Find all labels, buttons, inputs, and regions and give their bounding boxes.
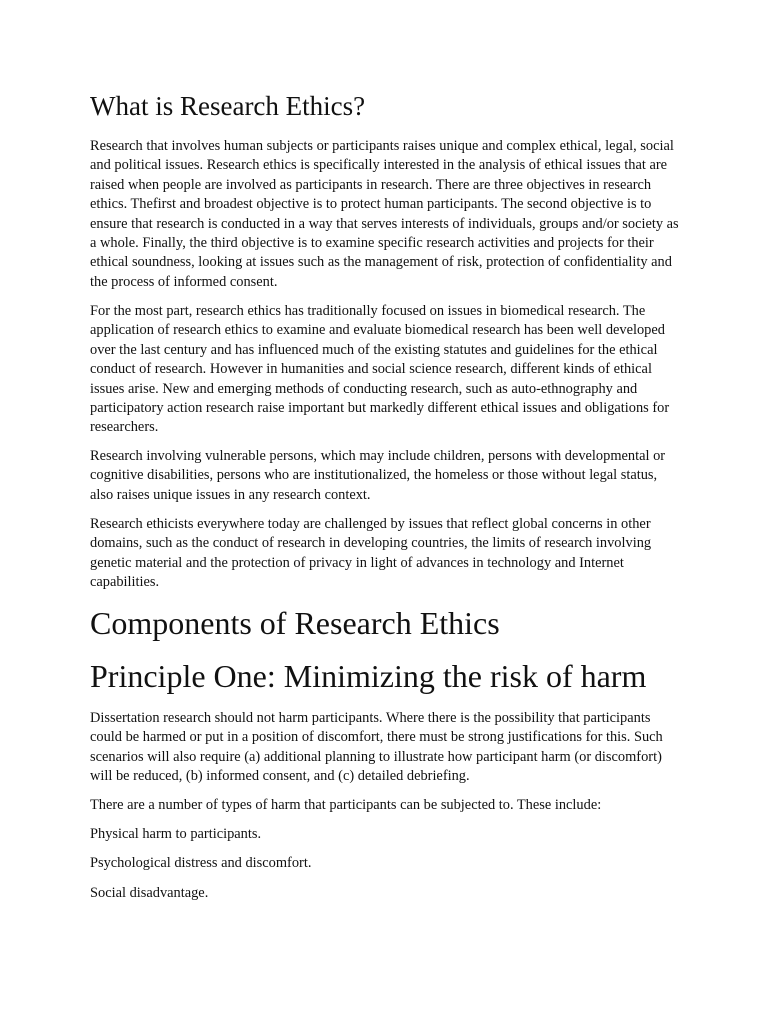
heading-what-is-research-ethics: What is Research Ethics? bbox=[90, 91, 366, 121]
list-item-physical-harm: Physical harm to participants. bbox=[90, 826, 262, 842]
list-item-psychological-distress: Psychological distress and discomfort. bbox=[90, 855, 312, 871]
paragraph-types-of-harm: There are a number of types of harm that participants can be subjected to. These include: bbox=[90, 797, 602, 813]
paragraph-intro: Research that involves human subjects or participants raises unique and complex ethical, legal, social and political issues. Research ethics is specifically interested in the analysis of ethical issues that are raised when people are involved as participants in research. There are three objectives in research ethics. Thefirst and broadest objective is to protect human participants. The second objective is to ensure that research is conducted in a way that serves interests of individuals, groups and/or society as a whole. Finally, the third objective is to examine specific research activities and projects for their ethical soundness, looking at issues such as the management of risk, protection of confidentiality and the process of informed consent. bbox=[90, 138, 679, 290]
paragraph-vulnerable-persons: Research involving vulnerable persons, which may include children, persons with developmental or cognitive disabilities, persons who are institutionalized, the homeless or those without legal status, also raises unique issues in any research context. bbox=[90, 448, 666, 503]
heading-principle-one: Principle One: Minimizing the risk of harm bbox=[90, 658, 647, 694]
list-item-social-disadvantage: Social disadvantage. bbox=[90, 885, 209, 901]
paragraph-biomedical: For the most part, research ethics has traditionally focused on issues in biomedical research. The application of research ethics to examine and evaluate biomedical research has been well developed over the last century and has influenced much of the existing statutes and guidelines for the ethical conduct of research. However in humanities and social science research, different kinds of ethical issues arise. New and emerging methods of conducting research, such as auto-ethnography and participatory action research raise important but markedly different ethical issues and obligations for researchers. bbox=[90, 303, 670, 436]
paragraph-global-concerns: Research ethicists everywhere today are challenged by issues that reflect global concerns in other domains, such as the conduct of research in developing countries, the limits of research involving genetic material and the protection of privacy in light of advances in technology and Internet capabilities. bbox=[90, 516, 652, 591]
paragraph-dissertation-harm: Dissertation research should not harm participants. Where there is the possibility that participants could be harmed or put in a position of discomfort, there must be strong justifications for this. Such scenarios will also require (a) additional planning to illustrate how participant harm (or discomfort) will be reduced, (b) informed consent, and (c) detailed debriefing. bbox=[90, 710, 663, 785]
heading-components: Components of Research Ethics bbox=[90, 605, 500, 641]
